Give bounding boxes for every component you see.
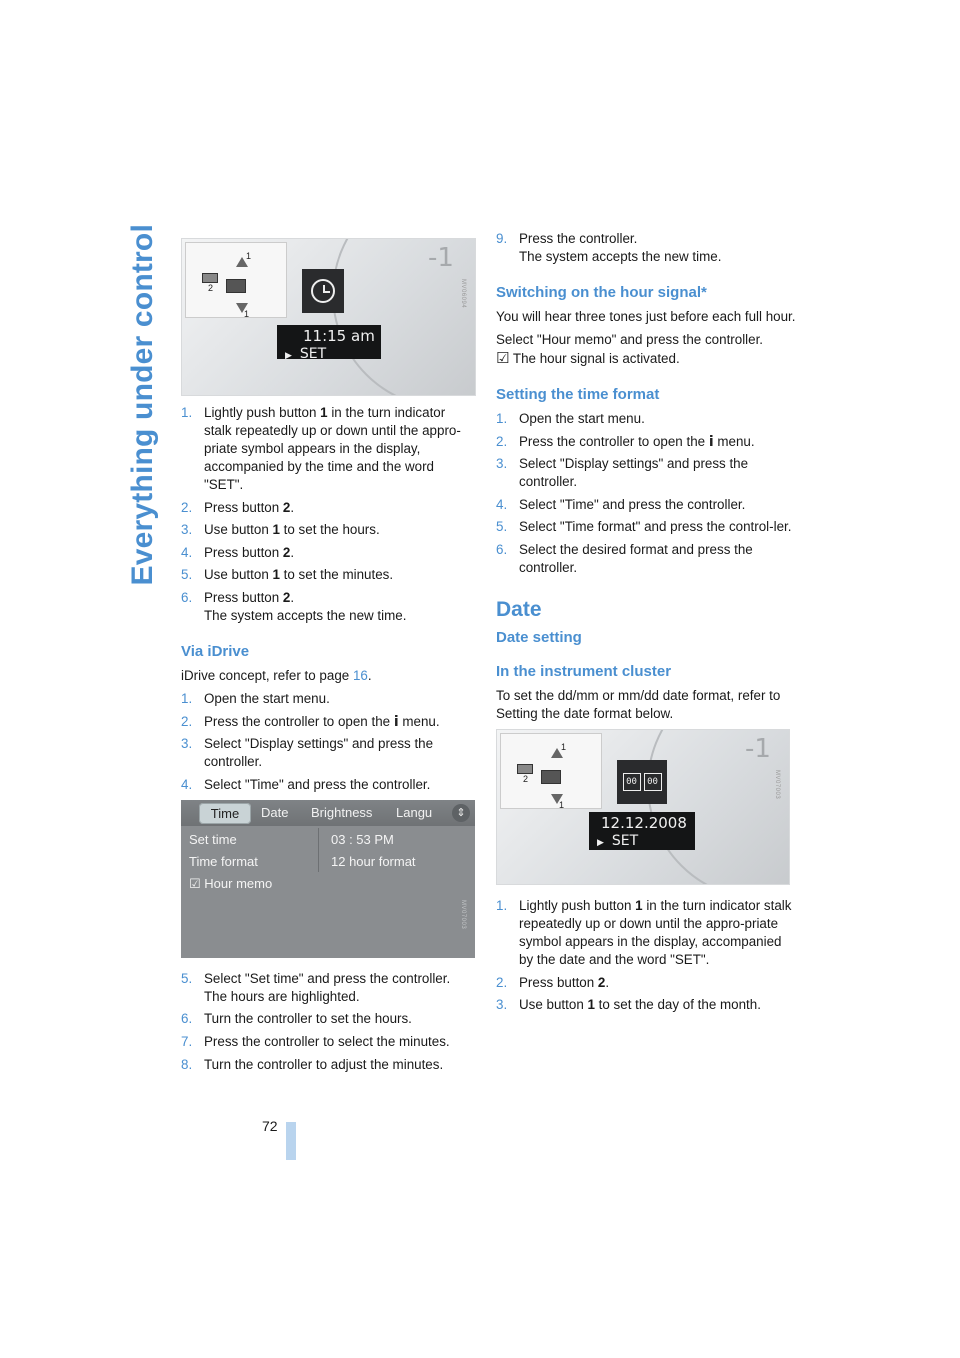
list-item: 4. Select "Time" and press the controller. <box>496 496 746 512</box>
list-item: 1. Open the start menu. <box>496 411 645 426</box>
list-item: 1. Lightly push button 1 in the turn indicator stalk repeatedly up or down until the appro-priate symbol appears in the display, accompanied by the date and the word "SET". <box>496 897 792 967</box>
list-item: 3. Select "Display settings" and press the controller. <box>181 736 434 770</box>
instrument-cluster-heading: In the instrument cluster <box>496 662 672 680</box>
page-number-bar <box>286 1122 296 1160</box>
tab-brightness[interactable]: Brightness <box>311 804 373 820</box>
calendar-icon: 00 00 <box>623 773 662 791</box>
lcd-time: 11:15 am <box>303 327 375 345</box>
list-item: 4. Press button 2. <box>181 544 295 560</box>
turn-indicator-stalk-illustration <box>185 242 287 318</box>
info-menu-icon: i <box>708 433 714 450</box>
chapter-side-title: Everything under control <box>126 224 159 586</box>
hour-signal-paragraph: You will hear three tones just before each full hour. <box>496 309 796 324</box>
page-link[interactable]: 16 <box>352 667 368 683</box>
scroll-arrows-icon: ⇕ <box>452 804 470 822</box>
menu-row-set-time[interactable]: Set time 03 : 53 PM <box>189 831 394 847</box>
time-format-steps <box>496 410 796 577</box>
clock-display <box>302 269 344 313</box>
button-1-label: 1 <box>561 741 567 752</box>
date-lcd-display <box>589 812 695 850</box>
clock-icon <box>311 279 335 303</box>
date-setting-heading: Date setting <box>496 628 582 646</box>
via-idrive-intro: iDrive concept, refer to page 16. <box>181 667 372 683</box>
button-2-label: 2 <box>208 283 214 293</box>
list-item: 1. Open the start menu. <box>181 690 330 706</box>
tab-date[interactable]: Date <box>261 804 289 820</box>
instrument-cluster-time-figure: -1 1 2 1 11:15 am ▶ SET MV06094 <box>181 238 476 396</box>
lcd-set: SET <box>299 346 327 362</box>
list-item: 3. Use button 1 to set the hours. <box>181 522 380 538</box>
idrive-tab-bar <box>181 800 475 826</box>
info-menu-icon: i <box>393 713 399 730</box>
list-item: 2. Press button 2. <box>496 974 610 990</box>
list-item: 2. Press the controller to open the i menu. <box>181 713 440 730</box>
step-9 <box>496 230 796 266</box>
page-number: 72 <box>262 1118 278 1134</box>
time-lcd-display <box>277 325 381 362</box>
calendar-display <box>617 760 667 804</box>
tab-language[interactable]: Langu <box>396 804 433 820</box>
instrument-cluster-date-figure: -1 1 2 1 00 00 12.12.2008 ▶ SET MV07003 <box>496 729 790 885</box>
right-column <box>496 230 796 1019</box>
hour-signal-instruction: Select "Hour memo" and press the controller. ☑ The hour signal is activated. <box>496 332 764 367</box>
button-1-label-lower: 1 <box>559 799 565 810</box>
list-item: 5. Use button 1 to set the minutes. <box>181 567 394 583</box>
tab-time[interactable]: Time <box>199 803 251 824</box>
via-idrive-steps <box>181 690 476 794</box>
checkbox-checked-icon: ☑ <box>189 876 201 892</box>
checkbox-checked-icon: ☑ <box>496 349 510 367</box>
list-item: 2. Press button 2. <box>181 499 295 515</box>
list-item: 9. Press the controller. The system accepts the new time. <box>496 231 722 264</box>
lcd-date: 12.12.2008 <box>601 813 687 832</box>
list-item: 3. Select "Display settings" and press the controller. <box>496 456 749 490</box>
play-triangle-icon: ▶ <box>597 837 604 848</box>
list-item: 2. Press the controller to open the i menu. <box>496 433 755 450</box>
turn-indicator-stalk-illustration <box>500 733 602 809</box>
idrive-time-menu-screen: Time Date Brightness Langu ⇕ Set time 03 : 53 PM Time format 12 hour format ☑ Hour memo MV07003 <box>181 800 475 958</box>
instrument-cluster-time-steps <box>181 404 476 625</box>
list-item: 5. Select "Time format" and press the control-ler. <box>496 519 792 535</box>
date-heading: Date <box>496 597 542 621</box>
via-idrive-steps-continued <box>181 970 476 1074</box>
menu-row-time-format[interactable]: Time format 12 hour format <box>189 853 416 869</box>
hour-signal-heading: Switching on the hour signal* <box>496 284 707 301</box>
list-item: 7. Press the controller to select the minutes. <box>181 1033 450 1049</box>
list-item: 5. Select "Set time" and press the controller. The hours are highlighted. <box>181 970 451 1004</box>
list-item: 6. Turn the controller to set the hours. <box>181 1011 412 1027</box>
list-item: 6. Press button 2. The system accepts the new time. <box>181 589 407 623</box>
button-2-label: 2 <box>523 773 529 784</box>
via-idrive-heading: Via iDrive <box>181 642 250 660</box>
menu-row-hour-memo[interactable]: ☑ Hour memo <box>189 875 273 892</box>
instrument-cluster-paragraph: To set the dd/mm or mm/dd date format, refer to Setting the date format below. <box>496 687 781 721</box>
list-item: 6. Select the desired format and press the controller. <box>496 541 753 575</box>
button-1-label-lower: 1 <box>244 309 250 319</box>
date-steps <box>496 897 796 1014</box>
play-triangle-icon: ▶ <box>285 351 292 361</box>
lcd-set: SET <box>611 832 639 849</box>
list-item: 1. Lightly push button 1 in the turn indicator stalk repeatedly up or down until the appro-priate symbol appears in the display, accompanied by the time and the word "SET". <box>181 405 461 492</box>
list-item: 4. Select "Time" and press the controller. <box>181 776 431 792</box>
time-format-heading: Setting the time format <box>496 386 660 403</box>
button-1-label: 1 <box>246 251 252 261</box>
left-column <box>181 238 476 1078</box>
list-item: 3. Use button 1 to set the day of the month. <box>496 997 761 1013</box>
list-item: 8. Turn the controller to adjust the minutes. <box>181 1056 444 1072</box>
